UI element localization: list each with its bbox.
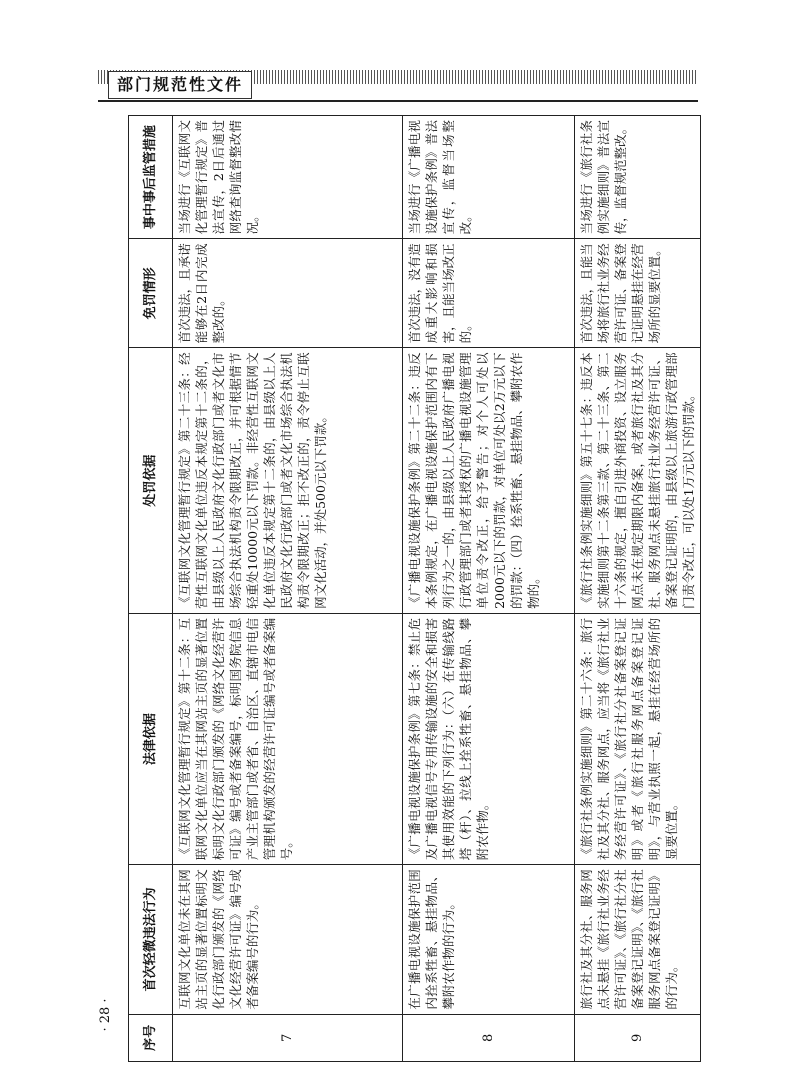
section-title: 部门规范性文件	[108, 71, 252, 99]
row-behavior: 旅行社及其分社、服务网点未悬挂《旅行社业务经营许可证》、《旅行社分社备案登记证明》、《旅行社服务网点备案登记证明》的行为。	[575, 865, 701, 1014]
table-row	[403, 116, 575, 1062]
row-supervision: 当场进行《广播电视设施保护条例》普法宣传，监督当场整改。	[403, 116, 575, 239]
penalty-exemption-table	[128, 115, 701, 1062]
row-exempt: 首次违法，没有造成重大影响和损害，且能当场改正的。	[403, 239, 575, 348]
header-behavior: 首次轻微违法行为	[129, 865, 173, 1014]
row-supervision: 当场进行《旅行社条例实施细则》普法宣传，监督规范整改。	[575, 116, 701, 239]
page-number: · 28 ·	[98, 998, 113, 1032]
table-row	[575, 116, 701, 1062]
row-law: 《旅行社条例实施细则》第二十六条：旅行社及其分社、服务网点，应当将《旅行社业务经营许可证》、《旅行社分社备案登记证明》或者《旅行社服务网点备案登记证明》，与营业执照一起，悬挂在经营场所的显要位置。	[575, 613, 701, 864]
header-no: 序号	[129, 1014, 173, 1061]
row-no: 7	[173, 1014, 403, 1061]
row-behavior: 互联网文化单位未在其网站主页的显著位置标明文化行政部门颁发的《网络文化经营许可证》编号或者备案编号的行为。	[173, 865, 403, 1014]
header-divider	[98, 100, 698, 102]
row-penalty: 《广播电视设施保护条例》第二十二条：违反本条例规定，在广播电视设施保护范围内有下列行为之一的，由县级以上人民政府广播电视行政管理部门或者其授权的广播电视设施管理单位责令改正，给予警告；对个人可处以2000元以下的罚款，对单位可处以2万元以下的罚款：（四）拴系牲畜、悬挂物品、攀附农作物的。	[403, 348, 575, 614]
row-exempt: 首次违法，且承诺能够在2日内完成整改的。	[173, 239, 403, 348]
row-penalty: 《旅行社条例实施细则》第五十七条：违反本实施细则第十二条第三款、第二十三条、第二十六条的规定，擅自引进外商投资、设立服务网点未在规定期限内备案，或者旅行社及其分社、服务网点未悬挂旅行社业务经营许可证、备案登记证明的，由县级以上旅游行政管理部门责令改正，可以处1万元以下的罚款。	[575, 348, 701, 614]
table-header-row	[129, 116, 173, 1062]
header-penalty: 处罚依据	[129, 348, 173, 614]
row-law: 《互联网文化管理暂行规定》第十二条：互联网文化单位应当在其网站主页的显著位置标明文化行政部门颁发的《网络文化经营许可证》编号或者备案编号，标明国务院信息产业主管部门或者省、自治区、直辖市电信管理机构颁发的经营许可证编号或者备案编号。	[173, 613, 403, 864]
header-exempt: 免罚情形	[129, 239, 173, 348]
header-law: 法律依据	[129, 613, 173, 864]
row-exempt: 首次违法，且能当场将旅行社业务经营许可证、备案登记证明悬挂在经营场所的显要位置。	[575, 239, 701, 348]
table-row	[173, 116, 403, 1062]
row-no: 9	[575, 1014, 701, 1061]
row-supervision: 当场进行《互联网文化管理暂行规定》普法宣传，2日后通过网络查询监督整改情况。	[173, 116, 403, 239]
row-law: 《广播电视设施保护条例》第七条：禁止危及广播电视信号专用传输设施的安全和损害其使用效能的下列行为：（六）在传输线路塔（杆）、拉线上拴系牲畜、悬挂物品、攀附农作物。	[403, 613, 575, 864]
header-supervision: 事中事后监管措施	[129, 116, 173, 239]
rotated-table-container	[128, 115, 696, 1062]
row-behavior: 在广播电视设施保护范围内拴系牲畜、悬挂物品、攀附农作物的行为。	[403, 865, 575, 1014]
row-penalty: 《互联网文化管理暂行规定》第二十三条：经营性互联网文化单位违反本规定第十二条的，由县级以上人民政府文化行政部门或者文化市场综合执法机构责令限期改正，并可根据情节轻重处10000元以下罚款。非经营性互联网文化单位违反本规定第十二条的，由县级以上人民政府文化行政部门或者文化市场综合执法机构责令限期改正；拒不改正的，责令停止互联网文化活动，并处500元以下罚款。	[173, 348, 403, 614]
row-no: 8	[403, 1014, 575, 1061]
